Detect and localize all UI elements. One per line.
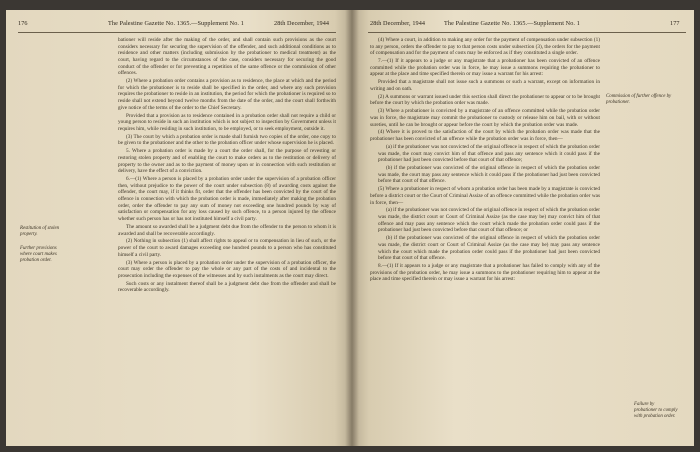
left-paragraph-8: (2) Nothing in subsection (1) shall affect rights to appeal or to compensation in lieu of such, or the power of the court to award damages exceeding one hundred pounds to a person who has constituted himself a civil party. xyxy=(118,238,336,258)
right-margin-note-2: Failure by probationer to comply with probation order. xyxy=(634,402,678,419)
left-paragraph-4: (3) The court by which a probation order is made shall furnish two copies of the order, one copy to be given to the probationer and the other to the probation officer under whose supervision he is placed. xyxy=(118,133,336,147)
left-paragraph-3: Provided that a provision as to residence contained in a probation order shall not require a child or young person to reside in such an institution which is not subject to inspection by Government unless it requires him, while residing in such institution, to be employed, or to seek employment, outside it. xyxy=(118,112,336,132)
right-margin-note-1: Commission of further offence by probationer. xyxy=(606,94,672,105)
right-paragraph-9: (5) Where a probationer in respect of whom a probation order has been made by a magistrate is convicted before a district court or the Court of Criminal Assize of an offence committed while the probation order was in force, then— xyxy=(370,186,600,206)
left-margin-note-2: Further provisions where court makes probation order. xyxy=(20,246,57,263)
right-paragraph-7: (a) if the probationer was not convicted of the original offence in respect of which the probation order was made, the court may convict him of that offence and pass any sentence which it could pass if the probationer had just been convicted before that court of that offence; xyxy=(378,143,600,164)
right-paragraph-1: (4) Where a court, in addition to making any order for the payment of compensation under subsection (1) to any person, orders the offender to pay to that person costs under subsection (3), the orders for the payment of compensation and for the payment of costs may be enforced as if they constituted a single order. xyxy=(370,37,600,57)
right-paragraph-3: Provided that a magistrate shall not issue such a summons or such a warrant, except on information in writing and on oath. xyxy=(370,79,600,92)
right-text-column xyxy=(370,37,600,284)
left-paragraph-2: (2) Where a probation order contains a provision as to residence, the place at which and the period for which the probationer is to reside shall be specified in the order, and where any such provision requires the probationer to reside in an institution, the period for which the probationer is required so to reside shall not extend beyond twelve months from the date of the order, and the court shall forthwith give notice of the terms of the order to the Chief Secretary. xyxy=(118,78,336,111)
left-paragraph-1: bationer will reside after the making of the order, and shall contain such provisions as the court considers necessary for securing the supervision of the offender, and such additional conditions as to residence and other matters (including submission by the probationer to medical treatment) as the court, having regard to the circumstances of the case, considers necessary for securing the good conduct of the offender or for preventing a repetition of the same offence or the commission of other offences. xyxy=(118,37,336,77)
right-header-rule xyxy=(368,32,686,33)
right-header-date: 28th December, 1944 xyxy=(370,20,426,27)
book-gutter-shadow xyxy=(345,10,359,446)
right-page-header xyxy=(352,20,694,30)
right-paragraph-12: 8.—(1) If it appears to a judge or any magistrate that a probationer has failed to comply with any of the provisions of the probation order, he may issue a summons to the probationer requiring him to appear at the place and time specified therein or may issue a warrant for his arrest: xyxy=(370,263,600,283)
right-page xyxy=(352,10,694,446)
left-page-header xyxy=(6,20,352,30)
left-page xyxy=(6,10,352,446)
right-header-title: The Palestine Gazette No. 1365.—Supplement No. 1 xyxy=(444,20,580,27)
left-paragraph-7: The amount so awarded shall be a judgment debt due from the offender to the person to whom it is awarded and shall be recoverable accordingly. xyxy=(118,223,336,237)
left-margin-note-1: Restitution of stolen property. xyxy=(20,226,60,237)
right-paragraph-8: (b) if the probationer was convicted of the original offence in respect of which the probation order was made, the court may pass any sentence which it could pass if the probationer had just been convicted before that court of that offence. xyxy=(378,165,600,185)
left-paragraph-6: 6.—(1) Where a person is placed by a probation order under the supervision of a probation officer then, without prejudice to the power of the court under subsection (8) of awarding costs against the offender, the court may, if it thinks fit, order that the offender has been convicted by the court of the offence in connection with which the probation order is made, immediately after making the probation order, order the offender to pay any sum of money not exceeding one hundred pounds by way of satisfaction or compensation for any loss caused by such offence, to a person injured by the offence whether such person has or has not instituted himself a civil party. xyxy=(118,176,336,222)
right-paragraph-10: (a) if the probationer was not convicted of the original offence in respect of which the probation order was made, the district court or Court of Criminal Assize (as the case may be) may convict him of that offence and may pass any sentence which the court which made the probation order could pass if the probationer had just been convicted before that court of that offence; or xyxy=(378,207,600,234)
left-header-date: 28th December, 1944 xyxy=(274,20,330,27)
left-paragraph-5: 5. Where a probation order is made by a court the order shall, for the purpose of revesting or restoring stolen property and of enabling the court to make orders as to the restitution or delivery of property to the owner and as to the payment of money upon or in connection with such restitution or delivery, have the effect of a conviction. xyxy=(118,148,336,175)
open-book xyxy=(6,10,694,446)
left-text-column xyxy=(118,37,336,295)
left-paragraph-10: Such costs or any instalment thereof shall be a judgment debt due from the offender and shall be recoverable accordingly. xyxy=(118,280,336,294)
left-page-number: 176 xyxy=(18,20,28,27)
left-header-rule xyxy=(18,32,336,33)
right-page-number: 177 xyxy=(670,20,680,27)
right-paragraph-2: 7.—(1) If it appears to a judge or any magistrate that a probationer has been convicted of an offence committed while the probation order was in force, he may issue a summons requiring the probationer to appear at the place and time specified therein or may issue a warrant for his arrest: xyxy=(370,58,600,78)
right-paragraph-4: (2) A summons or warrant issued under this section shall direct the probationer to appear or to be brought before the court by which the probation order was made. xyxy=(370,93,600,107)
right-paragraph-5: (3) Where a probationer is convicted by a magistrate of an offence committed while the probation order was in force, the magistrate may commit the probationer to custody or release him on bail, with or without sureties, until he can be brought or appear before the court by which the probation order was made. xyxy=(370,108,600,128)
right-paragraph-11: (b) if the probationer was convicted of the original offence in respect of which the probation order was made, the district court or Court of Criminal Assize (as the case may be) may pass any sentence which the court which made the probation order could pass if the probationer had just been convicted before that court of that offence. xyxy=(378,235,600,262)
left-header-title: The Palestine Gazette No. 1365.—Supplement No. 1 xyxy=(108,20,244,27)
left-paragraph-9: (3) Where a person is placed by a probation order under the supervision of a probation officer, the court may order the offender to pay the whole or any part of the costs of and incidental to the prosecution including the expenses of the witnesses and by such instalments as the court may direct. xyxy=(118,259,336,279)
right-paragraph-6: (4) Where it is proved to the satisfaction of the court by which the probation order was made that the probationer has been convicted of an offence while the probation order was in force, then— xyxy=(370,129,600,143)
